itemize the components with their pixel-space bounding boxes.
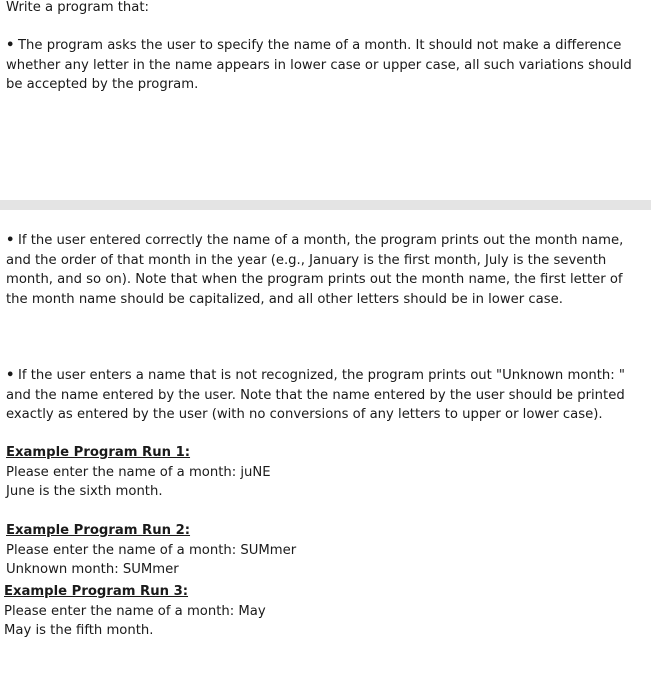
example-2-line-1: Please enter the name of a month: SUMmer (6, 542, 297, 558)
example-heading-3: Example Program Run 3: (4, 584, 189, 599)
example-run-3 (4, 582, 643, 641)
section-divider (0, 200, 651, 210)
example-3-line-1: Please enter the name of a month: May (4, 603, 266, 619)
example-2-line-2: Unknown month: SUMmer (6, 562, 179, 577)
example-1-line-1: Please enter the name of a month: juNE (6, 464, 271, 480)
bullet-glyph: • (6, 233, 15, 248)
example-3-line-2: May is the fifth month. (4, 623, 154, 638)
example-run-2 (6, 521, 643, 580)
bullet-item-2 (6, 231, 643, 309)
example-1-line-2: June is the sixth month. (6, 484, 163, 499)
example-heading-2: Example Program Run 2: (6, 523, 191, 538)
bullet-text-2: If the user entered correctly the name of a month, the program prints out the month name, and the order of that month in the year (e.g., January is the first month, July is the seventh month, and so on). Note that when the program prints out the month name, the first letter of the month name should be capitalized, and all other letters should be in lower case. (6, 233, 624, 307)
example-run-1 (6, 443, 643, 502)
example-heading-1: Example Program Run 1: (6, 445, 191, 460)
bullet-item-1 (6, 36, 643, 95)
bullet-text-1: The program asks the user to specify the name of a month. It should not make a difference whether any letter in the name appears in lower case or upper case, all such variations should be accepted by the program. (6, 38, 632, 92)
bullet-item-3 (6, 366, 643, 425)
bullet-glyph: • (6, 38, 15, 53)
intro-text: Write a program that: (6, 0, 149, 15)
bullet-glyph: • (6, 368, 15, 383)
bullet-text-3: If the user enters a name that is not recognized, the program prints out "Unknown month: " and the name entered by the user. Note that the name entered by the user should be printed exactly as entered by the user (with no conversions of any letters to upper or lower case). (6, 368, 625, 422)
